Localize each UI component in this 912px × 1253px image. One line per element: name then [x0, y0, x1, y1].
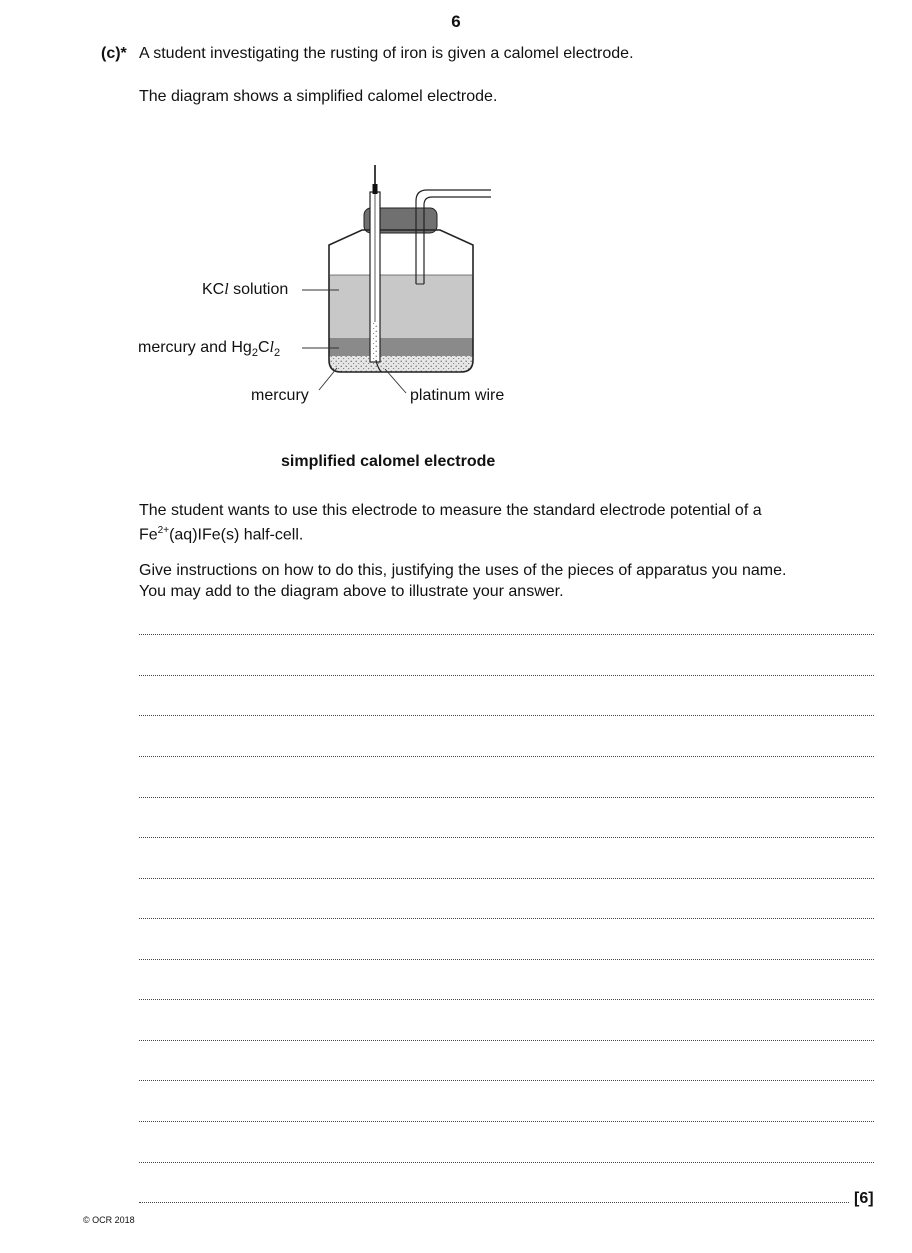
answer-line[interactable] — [139, 999, 874, 1000]
answer-line[interactable] — [139, 715, 874, 716]
answer-line[interactable] — [139, 797, 874, 798]
answer-line[interactable] — [139, 1080, 874, 1081]
mercury-label: mercury — [251, 387, 309, 404]
marks-label: [6] — [854, 1190, 874, 1207]
answer-line[interactable] — [139, 1202, 849, 1203]
page-number: 6 — [451, 12, 461, 31]
answer-line[interactable] — [139, 837, 874, 838]
answer-line[interactable] — [139, 1040, 874, 1041]
kcl-solution-label: KCl solution — [202, 281, 289, 298]
task-line-1: The student wants to use this electrode to measure the standard electrode potential of a — [139, 502, 762, 519]
answer-line[interactable] — [139, 756, 874, 757]
instruction-line-1: Give instructions on how to do this, justifying the uses of the pieces of apparatus you name. — [139, 562, 787, 579]
answer-line[interactable] — [139, 878, 874, 879]
answer-line[interactable] — [139, 634, 874, 635]
diagram-caption: simplified calomel electrode — [281, 453, 496, 470]
calomel-electrode-diagram — [300, 160, 520, 400]
kcl-solution-layer — [329, 275, 473, 338]
task-line-2: $Fe^{2+}(aq)IFe(s)$ half-cell. — [139, 525, 304, 544]
instruction-line-2: You may add to the diagram above to illustrate your answer. — [139, 583, 564, 600]
copyright: © OCR 2018 — [83, 1215, 135, 1225]
paste-label: mercury and $Hg_2Cl_2$ — [138, 339, 281, 360]
answer-line[interactable] — [139, 675, 874, 676]
question-label: (c)* — [101, 45, 127, 62]
answer-line[interactable] — [139, 1121, 874, 1122]
paste-layer — [329, 338, 473, 356]
answer-line[interactable] — [139, 1162, 874, 1163]
question-intro: A student investigating the rusting of iron is given a calomel electrode. — [139, 45, 634, 62]
answer-line[interactable] — [139, 959, 874, 960]
answer-line[interactable] — [139, 918, 874, 919]
diagram-intro: The diagram shows a simplified calomel electrode. — [139, 88, 498, 105]
platinum-wire-label: platinum wire — [410, 387, 505, 404]
